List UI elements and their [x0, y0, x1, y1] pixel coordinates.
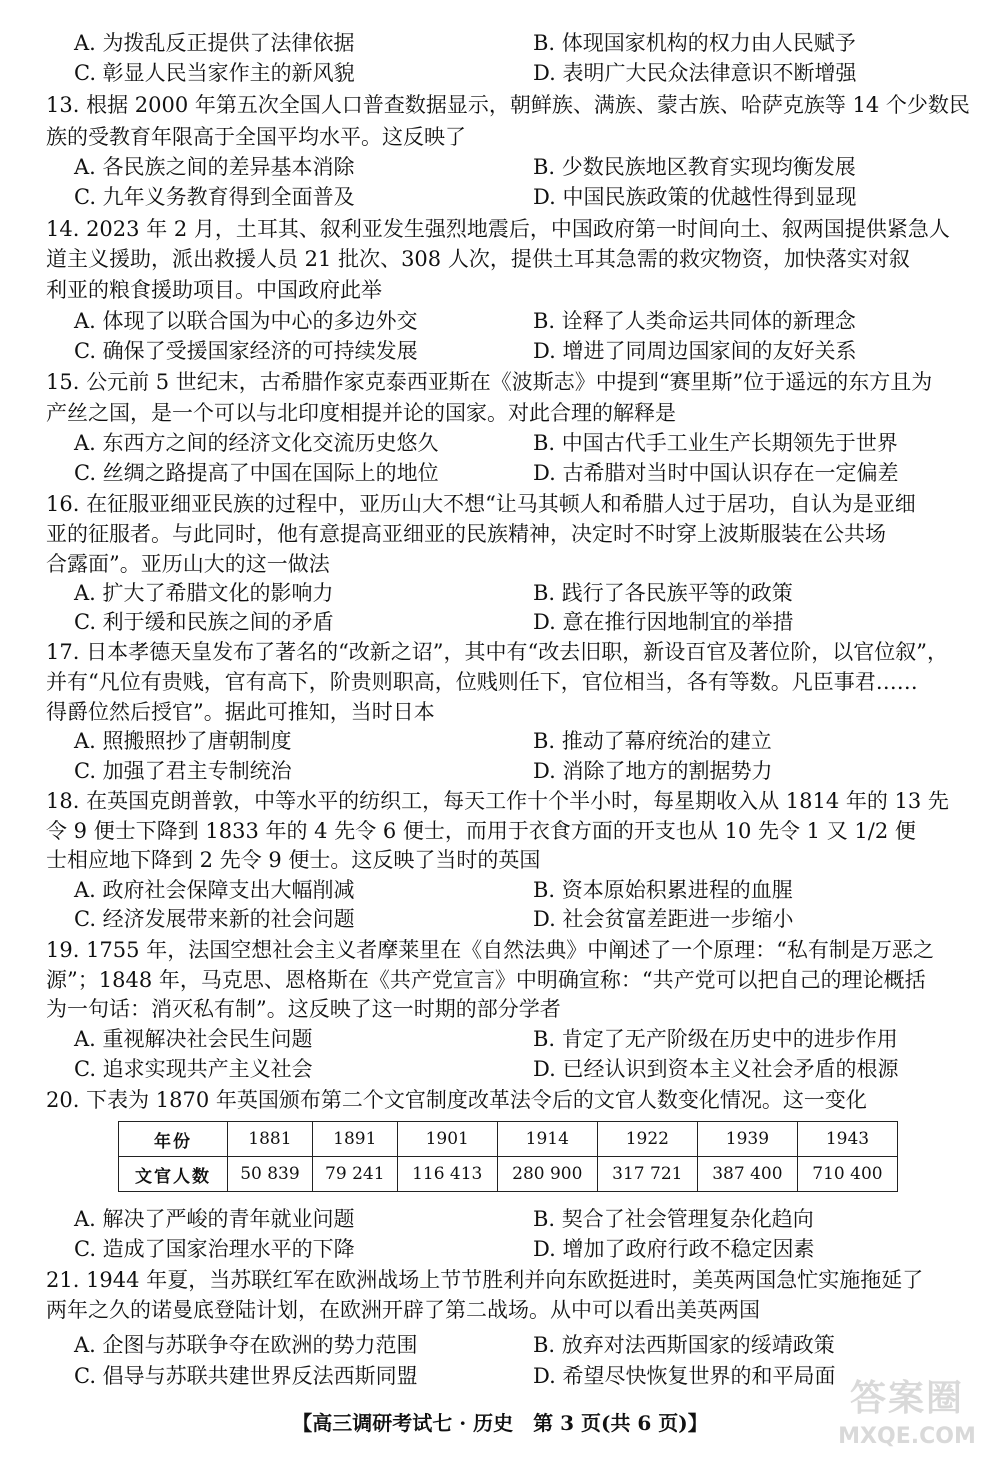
q19-stem-line1: 19. 1755 年，法国空想社会主义者摩莱里在《自然法典》中阐述了一个原理：“私有制是万恶之	[46, 938, 934, 962]
table-row-years	[119, 1122, 898, 1157]
table-cell-year: 1943	[797, 1122, 897, 1157]
table-cell-year: 1891	[312, 1122, 397, 1157]
q12-option-a: A. 为拨乱反正提供了法律依据	[74, 31, 355, 55]
watermark-text: 答案圈	[849, 1378, 964, 1419]
q18-option-a: A. 政府社会保障支出大幅削减	[74, 878, 355, 902]
q12-option-d: D. 表明广大民众法律意识不断增强	[533, 61, 857, 85]
q14-stem-line2: 道主义援助，派出救援人员 21 批次、308 人次，提供土耳其急需的救灾物资，加快落实对叙	[46, 247, 910, 271]
q13-option-a: A. 各民族之间的差异基本消除	[74, 155, 355, 179]
watermark-url: MXQE.COM	[838, 1424, 976, 1449]
q19-option-a: A. 重视解决社会民生问题	[74, 1027, 313, 1051]
q13-stem-line1: 13. 根据 2000 年第五次全国人口普查数据显示，朝鲜族、满族、蒙古族、哈萨克族等 14 个少数民	[46, 93, 970, 117]
q18-stem-line3: 士相应地下降到 2 先令 9 便士。这反映了当时的英国	[46, 848, 541, 872]
q13-option-b: B. 少数民族地区教育实现均衡发展	[533, 155, 856, 179]
q16-stem-line2: 亚的征服者。与此同时，他有意提高亚细亚的民族精神，决定时不时穿上波斯服装在公共场	[46, 522, 886, 546]
table-cell-year: 1914	[497, 1122, 597, 1157]
q13-option-c: C. 九年义务教育得到全面普及	[74, 185, 355, 209]
q17-option-d: D. 消除了地方的割据势力	[533, 759, 773, 783]
q14-option-d: D. 增进了同周边国家间的友好关系	[533, 339, 857, 363]
table-cell-count: 710 400	[797, 1157, 897, 1192]
table-cell-year: 1922	[597, 1122, 697, 1157]
q19-option-d: D. 已经认识到资本主义社会矛盾的根源	[533, 1057, 899, 1081]
q21-option-b: B. 放弃对法西斯国家的绥靖政策	[533, 1333, 835, 1357]
q21-stem-line2: 两年之久的诺曼底登陆计划，在欧洲开辟了第二战场。从中可以看出美英两国	[46, 1298, 760, 1322]
q21-stem-line1: 21. 1944 年夏，当苏联红军在欧洲战场上节节胜利并向东欧挺进时，美英两国急忙实施拖延了	[46, 1268, 924, 1292]
q21-option-c: C. 倡导与苏联共建世界反法西斯同盟	[74, 1364, 418, 1388]
q17-option-a: A. 照搬照抄了唐朝制度	[74, 729, 292, 753]
q18-stem-line1: 18. 在英国克朗普敦，中等水平的纺织工，每天工作十个半小时，每星期收入从 1814 年的 13 先	[46, 789, 949, 813]
q16-option-a: A. 扩大了希腊文化的影响力	[74, 581, 334, 605]
q17-stem-line2: 并有“凡位有贵贱，官有高下，阶贵则职高，位贱则任下，官位相当，各有等数。凡臣事君……	[46, 670, 918, 694]
q16-stem-line1: 16. 在征服亚细亚民族的过程中，亚历山大不想“让马其顿人和希腊人过于居功，自认为是亚细	[46, 492, 916, 516]
q21-option-d: D. 希望尽快恢复世界的和平局面	[533, 1364, 836, 1388]
q15-option-b: B. 中国古代手工业生产长期领先于世界	[533, 431, 898, 455]
q19-option-b: B. 肯定了无产阶级在历史中的进步作用	[533, 1027, 898, 1051]
q15-stem-line1: 15. 公元前 5 世纪末，古希腊作家克泰西亚斯在《波斯志》中提到“赛里斯”位于遥远的东方且为	[46, 370, 933, 394]
q16-option-d: D. 意在推行因地制宜的举措	[533, 610, 794, 634]
q18-option-c: C. 经济发展带来新的社会问题	[74, 907, 355, 931]
table-cell-count: 317 721	[597, 1157, 697, 1192]
table-cell-count: 280 900	[497, 1157, 597, 1192]
q18-option-d: D. 社会贫富差距进一步缩小	[533, 907, 794, 931]
q20-stem-line1: 20. 下表为 1870 年英国颁布第二个文官制度改革法令后的文官人数变化情况。这一变化	[46, 1088, 867, 1112]
table-cell-count: 116 413	[397, 1157, 497, 1192]
q19-stem-line2: 源”；1848 年，马克思、恩格斯在《共产党宣言》中明确宣称：“共产党可以把自己的理论概括	[46, 968, 926, 992]
table-header-count: 文官人数	[119, 1157, 228, 1192]
q15-option-d: D. 古希腊对当时中国认识存在一定偏差	[533, 461, 899, 485]
q14-stem-line1: 14. 2023 年 2 月，土耳其、叙利亚发生强烈地震后，中国政府第一时间向土、叙两国提供紧急人	[46, 217, 950, 241]
q15-stem-line2: 产丝之国，是一个可以与北印度相提并论的国家。对此合理的解释是	[46, 401, 676, 425]
q19-option-c: C. 追求实现共产主义社会	[74, 1057, 313, 1081]
q20-option-d: D. 增加了政府行政不稳定因素	[533, 1237, 815, 1261]
q15-option-c: C. 丝绸之路提高了中国在国际上的地位	[74, 461, 439, 485]
q13-option-d: D. 中国民族政策的优越性得到显现	[533, 185, 857, 209]
q16-option-c: C. 利于缓和民族之间的矛盾	[74, 610, 334, 634]
table-row-counts	[119, 1157, 898, 1192]
watermark-logo	[832, 1374, 982, 1462]
q14-option-c: C. 确保了受援国家经济的可持续发展	[74, 339, 418, 363]
q20-option-c: C. 造成了国家治理水平的下降	[74, 1237, 355, 1261]
q16-stem-line3: 合露面”。亚历山大的这一做法	[46, 552, 330, 576]
q15-option-a: A. 东西方之间的经济文化交流历史悠久	[74, 431, 439, 455]
q14-option-b: B. 诠释了人类命运共同体的新理念	[533, 309, 856, 333]
q17-option-b: B. 推动了幕府统治的建立	[533, 729, 772, 753]
table-cell-year: 1881	[228, 1122, 313, 1157]
q20-option-b: B. 契合了社会管理复杂化趋向	[533, 1207, 814, 1231]
q20-option-a: A. 解决了严峻的青年就业问题	[74, 1207, 355, 1231]
page-footer: 【高三调研考试七 · 历史 第 3 页(共 6 页)】	[292, 1411, 708, 1435]
q16-option-b: B. 践行了各民族平等的政策	[533, 581, 793, 605]
table-header-year: 年份	[119, 1122, 228, 1157]
table-cell-count: 387 400	[697, 1157, 797, 1192]
q13-stem-line2: 族的受教育年限高于全国平均水平。这反映了	[46, 125, 466, 149]
table-cell-year: 1939	[697, 1122, 797, 1157]
q18-option-b: B. 资本原始积累进程的血腥	[533, 878, 793, 902]
q21-option-a: A. 企图与苏联争夺在欧洲的势力范围	[74, 1333, 418, 1357]
q18-stem-line2: 令 9 便士下降到 1833 年的 4 先令 6 便士，而用于衣食方面的开支也从 10 先令 1 又 1/2 便	[46, 819, 916, 843]
q12-option-b: B. 体现国家机构的权力由人民赋予	[533, 31, 856, 55]
q17-stem-line3: 得爵位然后授官”。据此可推知，当时日本	[46, 700, 435, 724]
q12-option-c: C. 彰显人民当家作主的新风貌	[74, 61, 355, 85]
table-cell-count: 50 839	[228, 1157, 313, 1192]
table-cell-year: 1901	[397, 1122, 497, 1157]
q17-stem-line1: 17. 日本孝德天皇发布了著名的“改新之诏”，其中有“改去旧职，新设百官及著位阶，以官位叙”，	[46, 640, 949, 664]
table-cell-count: 79 241	[312, 1157, 397, 1192]
q19-stem-line3: 为一句话：消灭私有制”。这反映了这一时期的部分学者	[46, 997, 561, 1021]
q14-stem-line3: 利亚的粮食援助项目。中国政府此举	[46, 278, 382, 302]
civil-servant-table	[118, 1121, 898, 1192]
q17-option-c: C. 加强了君主专制统治	[74, 759, 292, 783]
q14-option-a: A. 体现了以联合国为中心的多边外交	[74, 309, 418, 333]
